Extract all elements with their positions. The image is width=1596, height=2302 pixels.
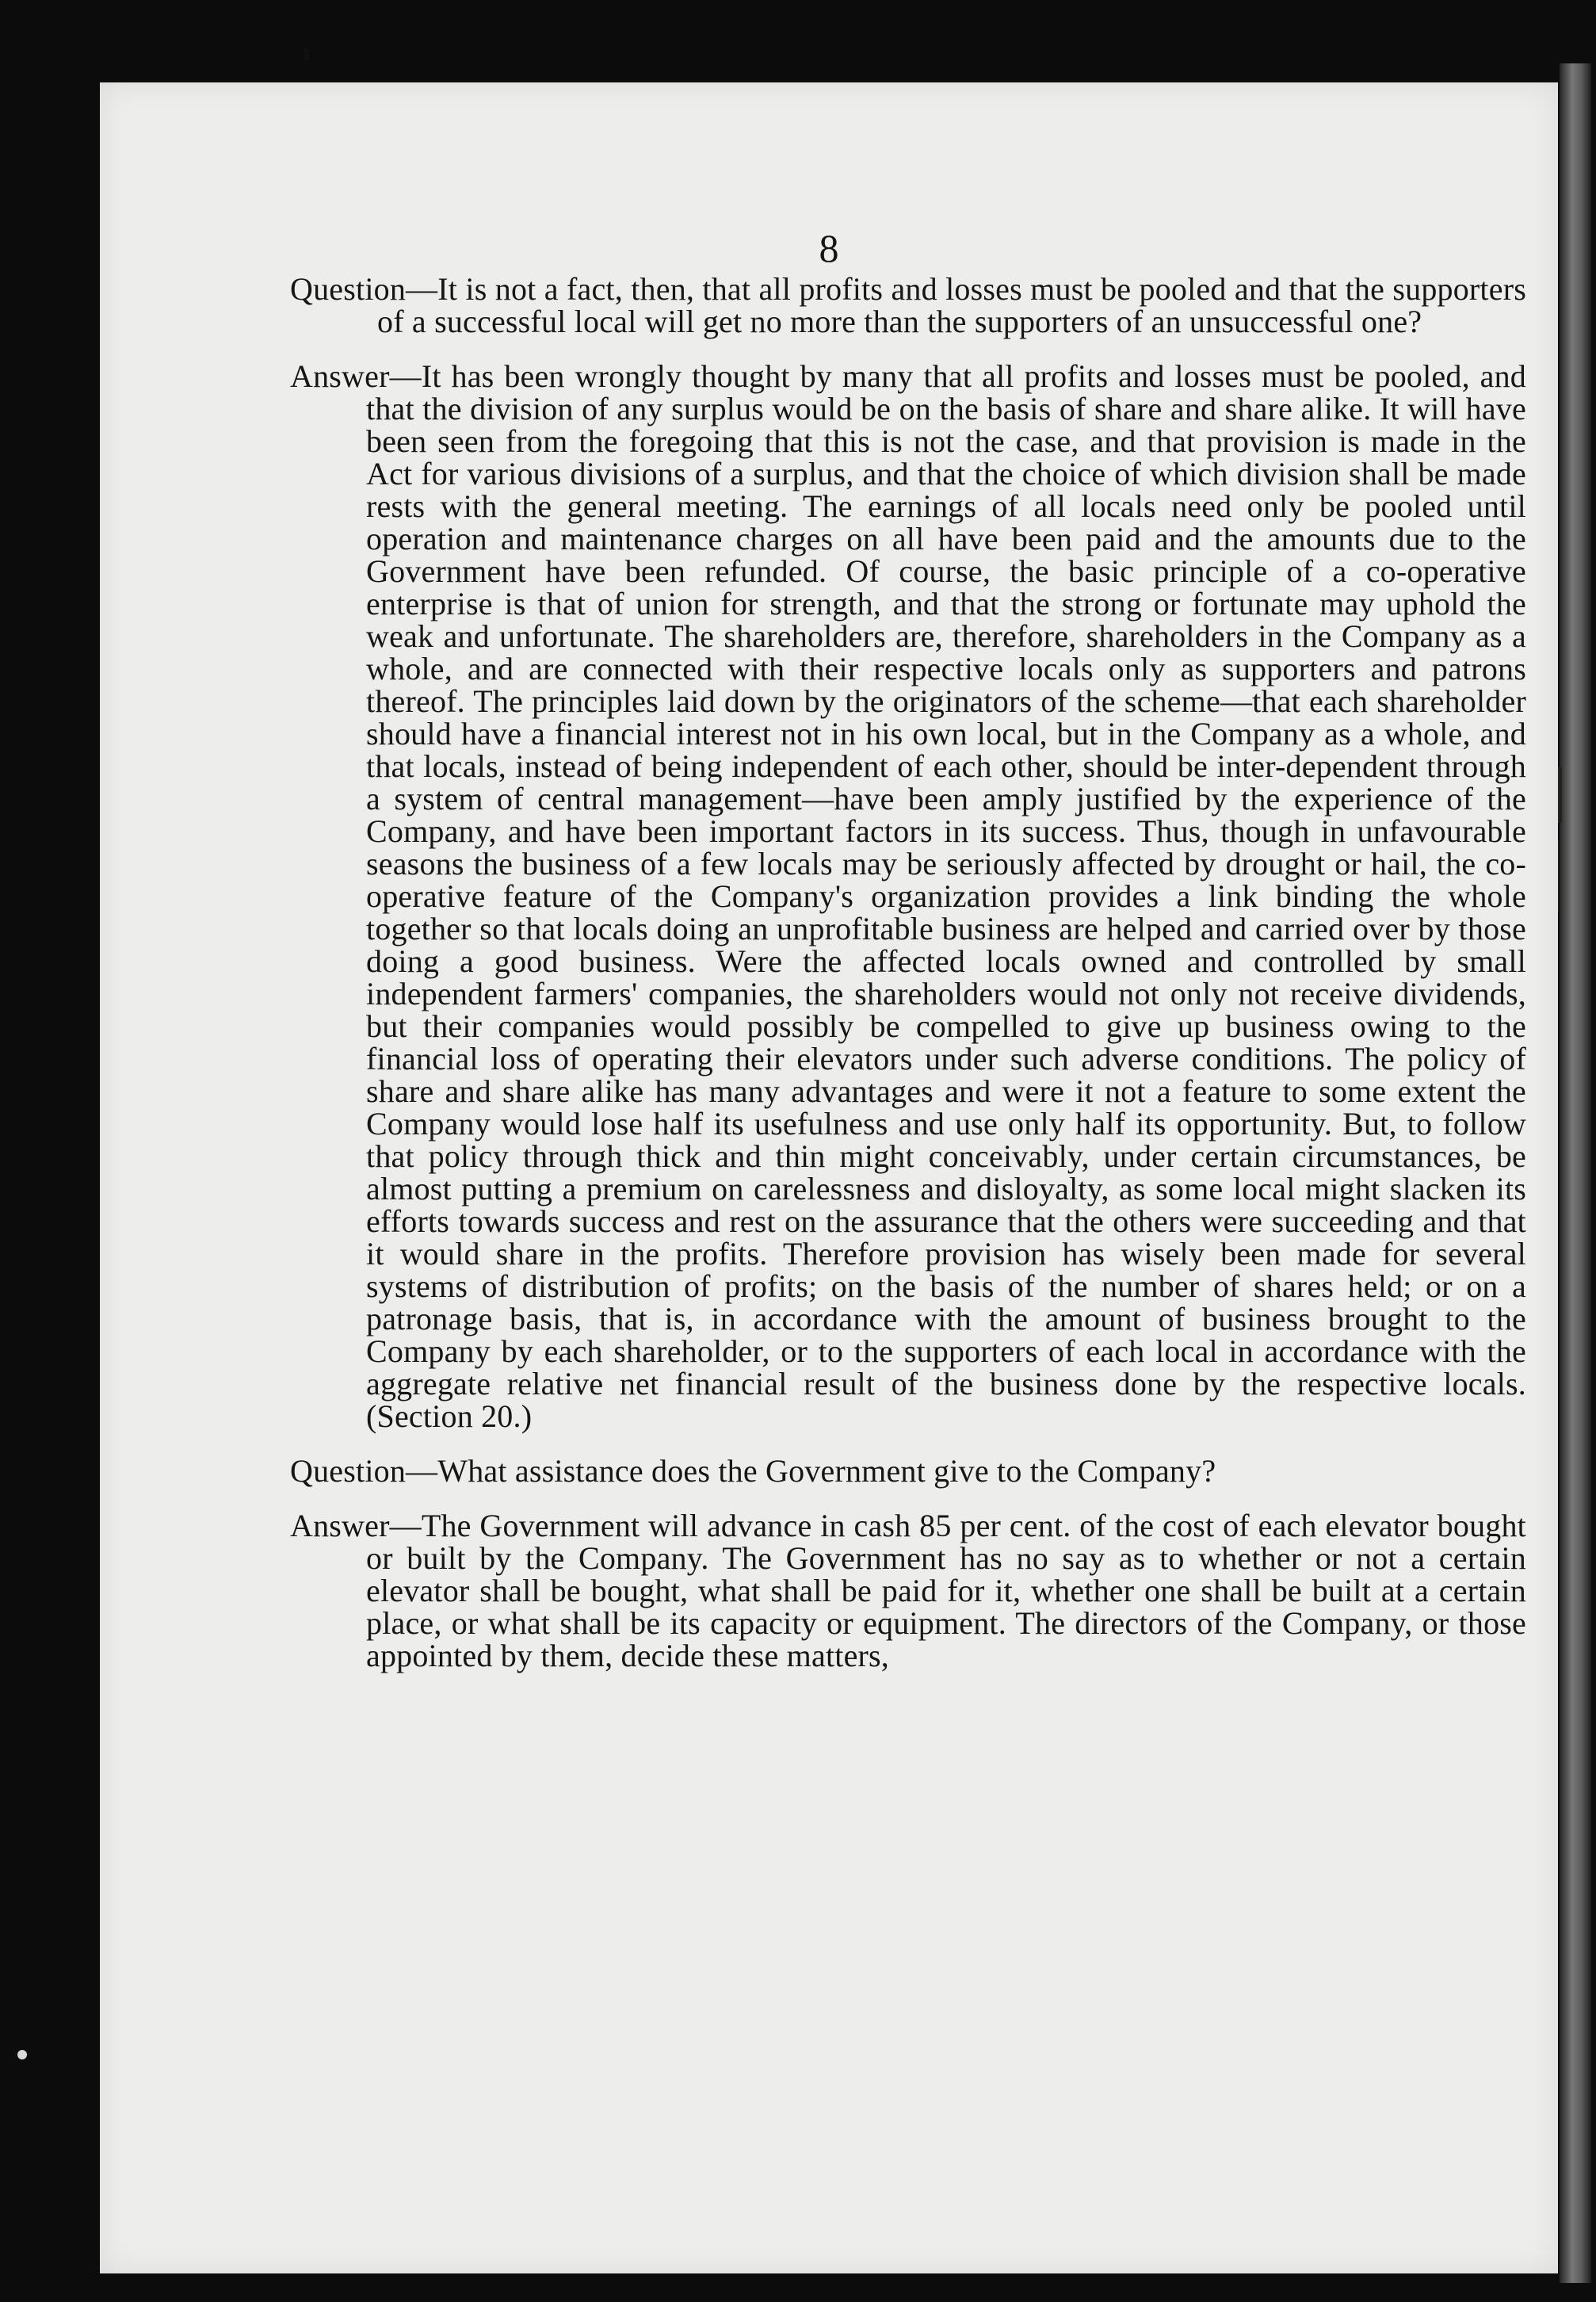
question-label: Question (290, 271, 407, 307)
document-page (100, 82, 1558, 2273)
scan-speck (17, 2050, 27, 2059)
page-number: 8 (819, 226, 839, 270)
answer-2: Answer—The Government will advance in cash 85 per cent. of the cost of each elevator bought or built by the Company. The Government has no say as to whether or not a certain elevator shall be bought, what shall be paid for it, whether one shall be built at a certain place, or what shall be its capacity or equipment. The directors of the Company, or those appointed by them, decide these matters, (290, 1508, 1526, 1673)
answer-text: The Government will advance in cash 85 per cent. of the cost of each elevator bought or built by the Company. The Government has no say as to whether or not a certain elevator shall be bought, what shall be paid for it, whether one shall be built at a certain place, or what shall be its capacity or equipment. The directors of the Company, or those appointed by them, decide these matters, (366, 1508, 1526, 1673)
question-text: It is not a fact, then, that all profits and losses must be pooled and that the supporters of a successful local will get no more than the supporters of an unsuccessful one? (377, 271, 1526, 339)
question-label: Question (290, 1453, 407, 1489)
question-text: What assistance does the Government give to the Company? (437, 1453, 1216, 1489)
answer-label: Answer (290, 358, 390, 394)
answer-text: It has been wrongly thought by many that all profits and losses must be pooled, and that the division of any surplus would be on the basis of share and share alike. It will have been seen from the foregoing that this is not the case, and that provision is made in the Act for various divisions of a surplus, and that the choice of which division shall be made rests with the general meeting. The earnings of all locals need only be pooled until operation and maintenance charges on all have been paid and the amounts due to the Government have been refunded. Of course, the basic principle of a co-operative enterprise is that of union for strength, and that the strong or fortunate may uphold the weak and unfortunate. The shareholders are, therefore, shareholders in the Company as a whole, and are connected with their respective locals only as supporters and patrons thereof. The principles laid down by the originators of the scheme—that each shareholder should have a financial interest not in his own local, but in the Company as a whole, and that locals, instead of being independent of each other, should be inter-dependent through a system of central management—have been amply justified by the experience of the Company, and have been important factors in its success. Thus, though in unfavourable seasons the business of a few locals may be seriously affected by drought or hail, the co-operative feature of the Company's organization provides a link binding the whole together so that locals doing an unprofitable business are helped and carried over by those doing a good business. Were the affected locals owned and controlled by small independent farmers' companies, the shareholders would not only not receive dividends, but their companies would possibly be compelled to give up business owing to the financial loss of operating their elevators under such adverse conditions. The policy of share and share alike has many advantages and were it not a feature to some extent the Company would lose half its usefulness and use only half its opportunity. But, to follow that policy through thick and thin might conceivably, under certain circumstances, be almost putting a premium on carelessness and disloyalty, as some local might slacken its efforts towards success and rest on the assurance that the others were succeeding and that it would share in the profits. Therefore provision has wisely been made for several systems of distribution of profits; on the basis of the number of shares held; or on a patronage basis, that is, in accordance with the amount of business brought to the Company by each shareholder, or to the supporters of each local in accordance with the aggregate relative net financial result of the business done by the respective locals. (Section 20.) (366, 358, 1526, 1434)
scan-mark (304, 49, 309, 60)
answer-1: Answer—It has been wrongly thought by many that all profits and losses must be pooled, and that the division of any surplus would be on the basis of share and share alike. It will have been seen from the foregoing that this is not the case, and that provision is made in the Act for various divisions of a surplus, and that the choice of which division shall be made rests with the general meeting. The earnings of all locals need only be pooled until operation and maintenance charges on all have been paid and the amounts due to the Government have been refunded. Of course, the basic principle of a co-operative enterprise is that of union for strength, and that the strong or fortunate may uphold the weak and unfortunate. The shareholders are, therefore, shareholders in the Company as a whole, and are connected with their respective locals only as supporters and patrons thereof. The principles laid down by the originators of the scheme—that each shareholder should have a financial interest not in his own local, but in the Company as a whole, and that locals, instead of being independent of each other, should be inter-dependent through a system of central management—have been amply justified by the experience of the Company, and have been important factors in its success. Thus, though in unfavourable seasons the business of a few locals may be seriously affected by drought or hail, the co-operative feature of the Company's organization provides a link binding the whole together so that locals doing an unprofitable business are helped and carried over by those doing a good business. Were the affected locals owned and controlled by small independent farmers' companies, the shareholders would not only not receive dividends, but their companies would possibly be compelled to give up business owing to the financial loss of operating their elevators under such adverse conditions. The policy of share and share alike has many advantages and were it not a feature to some extent the Company would lose half its usefulness and use only half its opportunity. But, to follow that policy through thick and thin might conceivably, under certain circumstances, be almost putting a premium on carelessness and disloyalty, as some local might slacken its efforts towards success and rest on the assurance that the others were succeeding and that it would share in the profits. Therefore provision has wisely been made for several systems of distribution of profits; on the basis of the number of shares held; or on a patronage basis, that is, in accordance with the amount of business brought to the Company by each shareholder, or to the supporters of each local in accordance with the aggregate relative net financial result of the business done by the respective locals. (Section 20.) (290, 358, 1526, 1434)
question-2: Question—What assistance does the Government give to the Company? (290, 1453, 1216, 1489)
answer-label: Answer (290, 1508, 390, 1543)
page-edge-shadow (1560, 63, 1591, 2283)
page-body (290, 273, 1526, 1694)
scan-mark (1558, 767, 1562, 823)
question-1: Question—It is not a fact, then, that all profits and losses must be pooled and that the supporters of a successful local will get no more than the supporters of an unsuccessful one? (290, 271, 1526, 339)
